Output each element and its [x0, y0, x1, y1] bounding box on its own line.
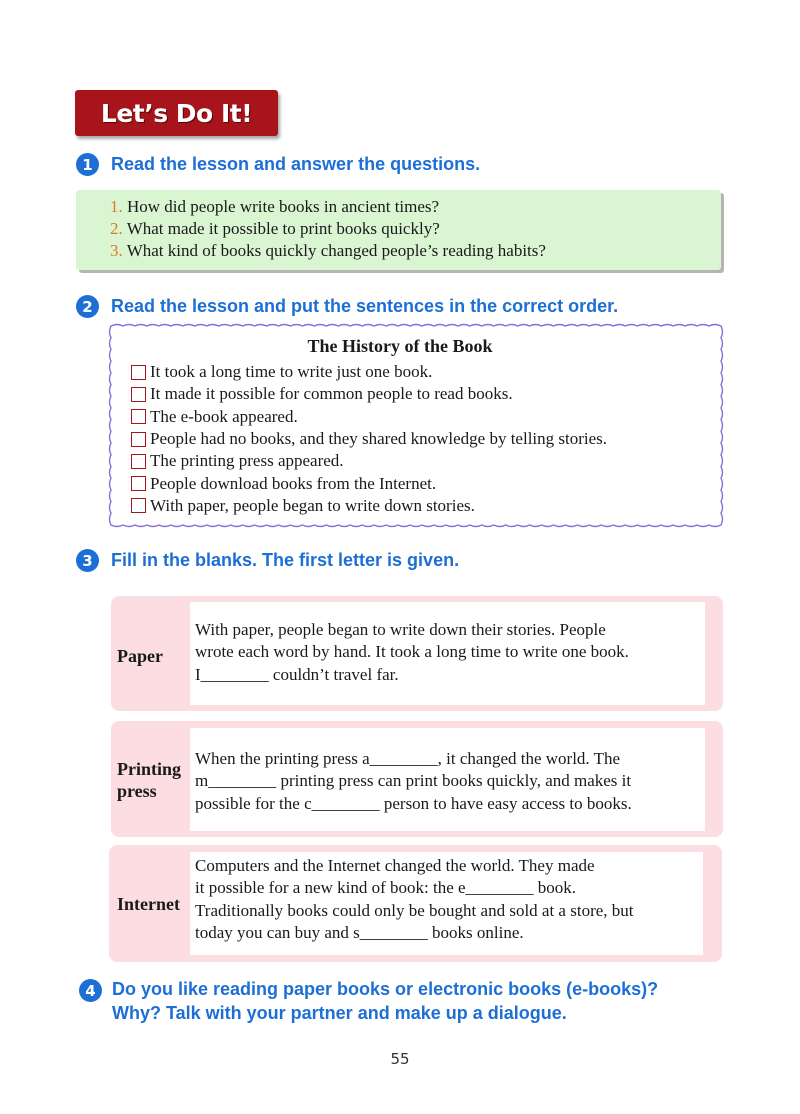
- question-number: 3.: [110, 241, 123, 260]
- ordering-list: [131, 361, 607, 517]
- section-4-number-badge: 4: [79, 979, 102, 1002]
- card-text-line: today you can buy and s________ books online.: [195, 922, 524, 942]
- order-checkbox[interactable]: [131, 476, 146, 491]
- card-label: [117, 893, 180, 915]
- card-text-line: When the printing press a________, it changed the world. The: [195, 749, 621, 768]
- banner-title: Let’s Do It!: [100, 98, 253, 128]
- question-item: [110, 196, 546, 218]
- ordering-item-text: With paper, people began to write down stories.: [150, 495, 475, 515]
- questions-list: [110, 196, 546, 262]
- section-4-instruction-line: Do you like reading paper books or electronic books (e-books)?: [112, 979, 659, 999]
- card-label-line: Printing: [117, 759, 182, 779]
- section-1-header: [76, 154, 480, 177]
- card-text-line: m________ printing press can print books quickly, and makes it: [195, 771, 632, 791]
- card-label-line: Internet: [117, 894, 180, 914]
- order-checkbox[interactable]: [131, 432, 146, 447]
- ordering-item: [131, 361, 607, 383]
- ordering-item: [131, 450, 607, 472]
- card-text-line: I________ couldn’t travel far.: [195, 664, 399, 684]
- page-number: 55: [390, 1050, 410, 1068]
- history-of-book-box: [108, 323, 724, 528]
- section-3-number-badge: 3: [76, 549, 99, 572]
- card-text-line: Traditionally books could only be bought and sold at a store, but: [195, 900, 634, 920]
- lets-do-it-banner: [75, 90, 278, 136]
- question-item: [110, 240, 546, 262]
- section-4-instruction: [112, 977, 658, 1025]
- fill-card-printing-press: [111, 721, 723, 837]
- card-text: [195, 619, 629, 686]
- question-text: How did people write books in ancient times?: [127, 197, 440, 216]
- question-text: What made it possible to print books quickly?: [126, 219, 440, 238]
- section-2-instruction: Read the lesson and put the sentences in the correct order.: [111, 296, 619, 316]
- card-label-line: Paper: [117, 646, 163, 666]
- section-4-instruction-line: Why? Talk with your partner and make up a dialogue.: [112, 1003, 567, 1023]
- card-label-line: press: [117, 781, 157, 801]
- card-text-line: wrote each word by hand. It took a long time to write one book.: [195, 642, 629, 662]
- card-text-line: With paper, people began to write down their stories. People: [195, 620, 606, 639]
- fill-card-internet: [109, 845, 722, 962]
- ordering-item-text: People had no books, and they shared knowledge by telling stories.: [150, 429, 608, 449]
- order-checkbox[interactable]: [131, 498, 146, 513]
- ordering-item-text: The printing press appeared.: [150, 451, 344, 471]
- ordering-item-text: People download books from the Internet.: [150, 473, 437, 493]
- card-text-panel: [190, 852, 703, 955]
- card-text: [195, 748, 632, 815]
- question-text: What kind of books quickly changed people’s reading habits?: [126, 241, 546, 260]
- card-text-line: possible for the c________ person to have easy access to books.: [195, 793, 632, 813]
- section-2-number-badge: 2: [76, 295, 99, 318]
- card-text: [195, 855, 634, 944]
- section-2-header: [76, 296, 618, 319]
- ordering-item-text: It made it possible for common people to read books.: [150, 384, 513, 404]
- order-checkbox[interactable]: [131, 387, 146, 402]
- question-item: [110, 218, 546, 240]
- ordering-item: [131, 472, 607, 494]
- card-text-panel: [190, 728, 705, 831]
- order-checkbox[interactable]: [131, 365, 146, 380]
- order-checkbox[interactable]: [131, 454, 146, 469]
- section-1-number-badge: 1: [76, 153, 99, 176]
- question-number: 1.: [110, 197, 123, 216]
- ordering-item-text: The e-book appeared.: [150, 406, 298, 426]
- order-checkbox[interactable]: [131, 409, 146, 424]
- section-4-header: [79, 980, 658, 1025]
- section-3-instruction: Fill in the blanks. The first letter is given.: [111, 550, 460, 570]
- section-1-instruction: Read the lesson and answer the questions.: [111, 154, 481, 174]
- card-label: [117, 645, 163, 667]
- card-label: [117, 758, 181, 802]
- ordering-item-text: It took a long time to write just one book.: [150, 362, 433, 382]
- card-text-line: Computers and the Internet changed the world. They made: [195, 856, 595, 875]
- questions-box: [76, 190, 721, 270]
- ordering-item: [131, 428, 607, 450]
- history-box-title: The History of the Book: [307, 336, 493, 356]
- ordering-item: [131, 495, 607, 517]
- card-text-line: it possible for a new kind of book: the e________ book.: [195, 878, 577, 898]
- ordering-item: [131, 406, 607, 428]
- ordering-item: [131, 383, 607, 405]
- fill-card-paper: [111, 596, 723, 711]
- section-3-header: [76, 550, 459, 573]
- card-text-panel: [190, 602, 705, 705]
- question-number: 2.: [110, 219, 123, 238]
